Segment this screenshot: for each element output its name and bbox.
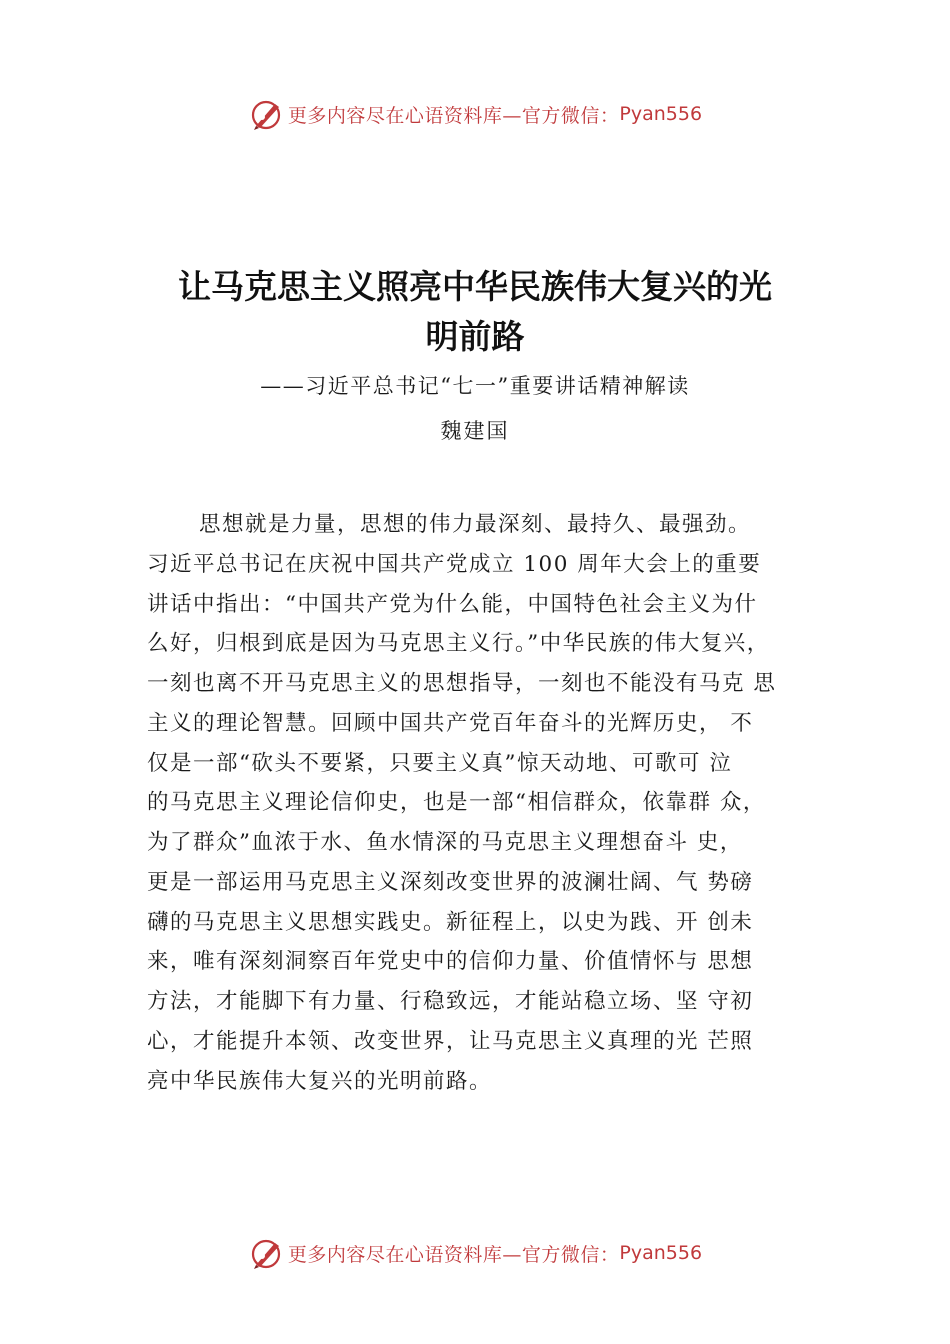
body-line: 思想就是力量，思想的伟力最深刻、最持久、最强劲。 [199, 512, 752, 537]
watermark-text: 更多内容尽在心语资料库—官方微信： [287, 1243, 620, 1266]
body-line: 的马克思主义理论信仰史，也是一部“相信群众，依靠群 众， [147, 790, 766, 816]
body-line: 讲话中指出：“中国共产党为什么能，中国特色社会主义为什 [147, 591, 758, 617]
wechat-id: Pyan556 [619, 1242, 703, 1264]
title-line: 让马克思主义照亮中华民族伟大复兴的光 [178, 267, 772, 306]
body-line: 么好，归根到底是因为马克思主义行。”中华民族的伟大复兴， [147, 631, 770, 657]
article-title [120, 262, 830, 362]
body-line: 方法，才能脚下有力量、行稳致远，才能站稳立场、坚 守初 [147, 989, 754, 1014]
title-line: 明前路 [425, 317, 525, 356]
body-line: 一刻也离不开马克思主义的思想指导，一刻也不能没有马克 思 [147, 671, 777, 696]
body-line: 主义的理论智慧。回顾中国共产党百年奋斗的光辉历史， 不 [147, 710, 754, 736]
body-line: 更是一部运用马克思主义深刻改变世界的波澜壮阔、气 势磅 [147, 869, 754, 895]
pen-logo-icon [248, 96, 284, 132]
footer-watermark [0, 1233, 950, 1273]
body-line: 仅是一部“砍头不要紧，只要主义真”惊天动地、可歌可 泣 [147, 750, 733, 776]
body-line: 来，唯有深刻洞察百年党史中的信仰力量、价值情怀与 思想 [147, 949, 754, 975]
body-line: 习近平总书记在庆祝中国共产党成立 100 周年大会上的重要 [147, 551, 762, 577]
wechat-id: Pyan556 [619, 103, 703, 125]
body-line: 心，才能提升本领、改变世界，让马克思主义真理的光 芒照 [147, 1028, 754, 1054]
watermark-text: 更多内容尽在心语资料库—官方微信： [287, 104, 620, 127]
body-line: 为了群众”血浓于水、鱼水情深的马克思主义理想奋斗 史， [147, 830, 743, 855]
article-body [147, 505, 827, 1101]
header-watermark [0, 94, 950, 134]
article-subtitle: ——习近平总书记“七一”重要讲话精神解读 [260, 374, 690, 398]
body-line: 礴的马克思主义思想实践史。新征程上，以史为践、开 创未 [147, 909, 754, 935]
body-line: 亮中华民族伟大复兴的光明前路。 [147, 1068, 493, 1094]
pen-logo-icon [248, 1235, 284, 1271]
article-author: 魏建国 [440, 419, 510, 443]
